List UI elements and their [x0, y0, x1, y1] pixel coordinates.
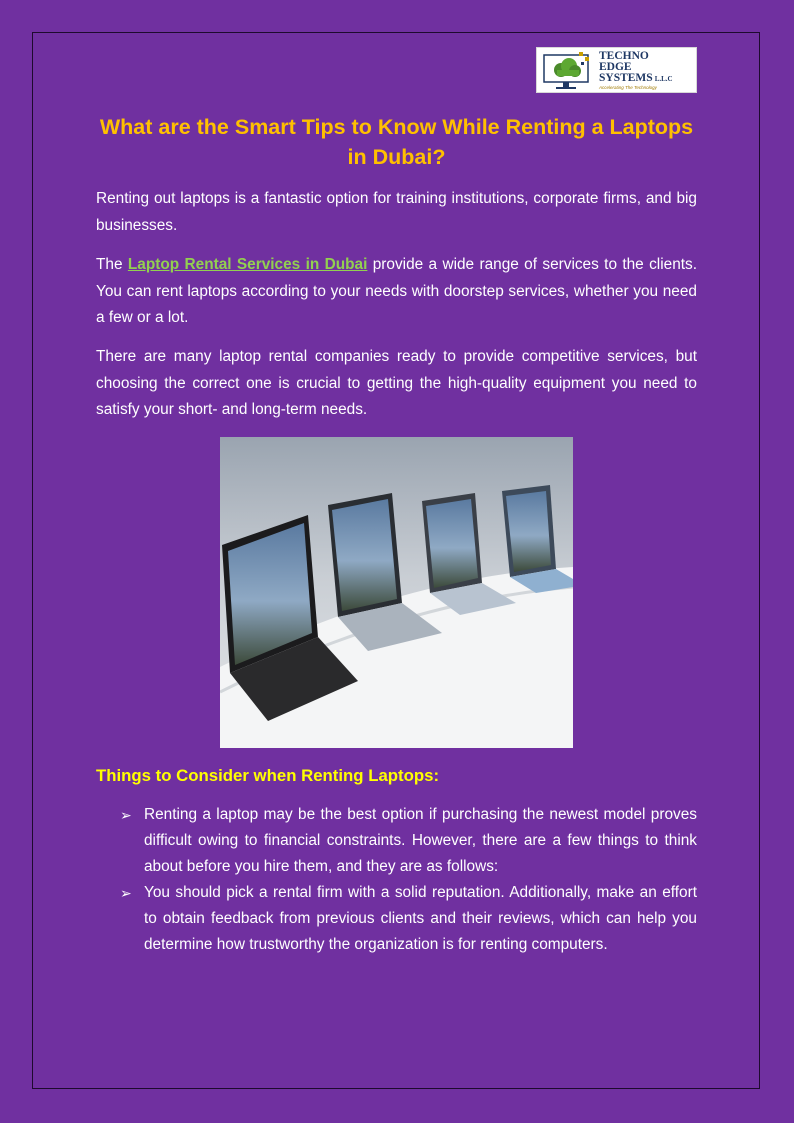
services-paragraph: [96, 252, 697, 332]
company-logo: [536, 47, 697, 93]
services-paragraph-suffix: provide a wide range of services to the clients. You can rent laptops according to your needs with doorstep services, whether you need a few or a lot.: [96, 256, 697, 326]
laptop-rental-services-link[interactable]: Laptop Rental Services in Dubai: [127, 256, 368, 273]
arrow-bullet-icon: ➢: [120, 807, 132, 823]
list-item: ➢ Renting a laptop may be the best option if purchasing the newest model proves difficult owing to financial constraints. However, there are a few things to think about before you hire them, and they are as follows:: [96, 802, 697, 880]
list-item: ➢ You should pick a rental firm with a solid reputation. Additionally, make an effort to obtain feedback from previous clients and their reviews, which can help you determine how trustworthy the organization is for renting computers.: [96, 880, 697, 958]
section-heading: Things to Consider when Renting Laptops:: [96, 766, 440, 785]
page-title: What are the Smart Tips to Know While Renting a Laptops in Dubai?: [99, 115, 694, 169]
logo-wordmark: TECHNO EDGE SYSTEMS L.L.C: [599, 50, 673, 84]
services-paragraph-prefix: The: [96, 256, 128, 273]
laptops-display-photo: [220, 437, 573, 748]
cloud-monitor-logo-icon: [541, 51, 595, 91]
arrow-bullet-icon: ➢: [120, 885, 132, 901]
tips-list: [96, 802, 697, 958]
rental-companies-paragraph: There are many laptop rental companies ready to provide competitive services, but choosing the correct one is crucial to getting the high-quality equipment you need to satisfy your short- and long-term needs.: [96, 348, 697, 418]
intro-paragraph: Renting out laptops is a fantastic option for training institutions, corporate firms, and big businesses.: [96, 190, 697, 234]
logo-tagline: Accelerating The Technology: [599, 85, 657, 90]
